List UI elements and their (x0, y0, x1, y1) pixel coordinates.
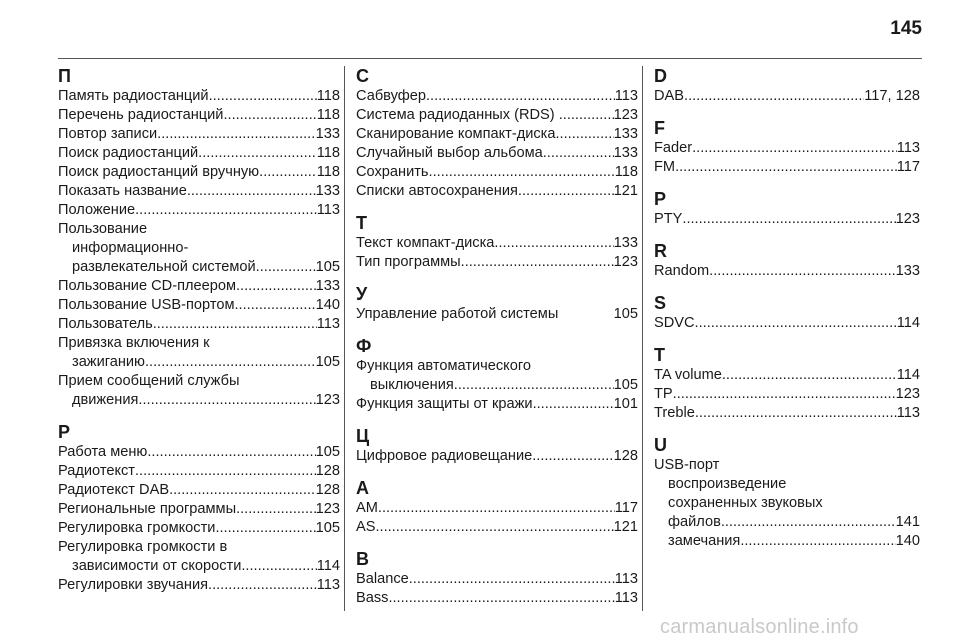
header-divider (58, 58, 922, 59)
entry-text: файлов (668, 514, 721, 530)
index-entry (356, 163, 638, 182)
index-entry (654, 158, 920, 177)
dot-leader (684, 87, 864, 106)
index-section (356, 549, 638, 608)
entry-line (58, 163, 340, 182)
index-column-2 (356, 66, 638, 611)
entry-text: Списки автосохранения (356, 183, 518, 199)
entry-text: Сохранить (356, 164, 429, 180)
entry-text: Система радиоданных (RDS) . (356, 107, 563, 123)
entry-text: Регулировка громкости в (58, 539, 228, 555)
index-entry (58, 220, 340, 277)
page-reference: 133 (613, 126, 638, 142)
index-section (654, 118, 920, 177)
index-entry (58, 481, 340, 500)
entry-text: Положение (58, 202, 136, 218)
entry-text: Прием сообщений службы (58, 373, 240, 389)
entry-line (654, 139, 920, 158)
index-entry (356, 589, 638, 608)
index-entry (58, 500, 340, 519)
entry-text: Treble (654, 405, 695, 421)
entry-text: сохраненных звуковых (668, 495, 823, 511)
entry-text: Радиотекст DAB (58, 482, 170, 498)
index-entry (654, 87, 920, 106)
entry-text: Текст компакт-диска (356, 235, 495, 251)
entry-line (58, 201, 340, 220)
page-reference: 113 (896, 405, 920, 421)
index-entry (58, 296, 340, 315)
entry-text: Сканирование компакт-диска (356, 126, 556, 142)
page-number: 145 (890, 18, 922, 39)
entry-text: Работа меню (58, 444, 148, 460)
page-reference: 123 (895, 386, 920, 402)
index-section (58, 422, 340, 595)
dot-leader (695, 314, 897, 333)
section-letter: A (356, 478, 369, 498)
page-reference: 118 (316, 107, 340, 123)
entry-line (356, 182, 638, 201)
entry-text: AS (356, 519, 376, 535)
page-reference: 133 (315, 278, 340, 294)
page-reference: 140 (315, 297, 340, 313)
page-reference: 105 (315, 259, 340, 275)
dot-leader (494, 234, 613, 253)
index-entry (58, 87, 340, 106)
index-entry (654, 456, 920, 475)
dot-leader (145, 353, 316, 372)
entry-line (58, 576, 340, 595)
entry-text: Поиск радиостанций вручную. (58, 164, 264, 180)
dot-leader (236, 500, 316, 519)
entry-line (356, 106, 638, 125)
section-letter: С (356, 66, 369, 86)
dot-leader (215, 519, 315, 538)
index-entry (654, 475, 920, 532)
page-reference: 113 (614, 88, 638, 104)
index-section (356, 426, 638, 466)
page-reference: 118 (316, 164, 340, 180)
index-section (58, 66, 340, 410)
index-entry (58, 576, 340, 595)
dot-leader (426, 87, 615, 106)
dot-leader (533, 395, 614, 414)
section-letter: U (654, 435, 667, 455)
dot-leader (673, 385, 896, 404)
index-column-1 (58, 66, 340, 611)
entry-text: Память радиостанций (58, 88, 209, 104)
section-letter: Р (58, 422, 71, 442)
index-section (654, 435, 920, 551)
page-reference: 133 (315, 126, 340, 142)
dot-leader (198, 144, 317, 163)
entry-line (58, 315, 340, 334)
index-entry (58, 182, 340, 201)
page-reference: 123 (315, 392, 340, 408)
dot-leader (208, 576, 317, 595)
entry-text: Пользователь (58, 316, 153, 332)
page-reference: 113 (316, 202, 340, 218)
entry-line (58, 258, 340, 277)
entry-text: Функция автоматического (356, 358, 531, 374)
entry-text: Fader (654, 140, 693, 156)
entry-line (356, 395, 638, 414)
dot-leader (209, 87, 317, 106)
dot-leader (675, 158, 897, 177)
dot-leader (454, 376, 614, 395)
section-letter: F (654, 118, 665, 138)
dot-leader (518, 182, 614, 201)
dot-leader (147, 443, 315, 462)
dot-leader (256, 258, 316, 277)
entry-line (356, 447, 638, 466)
dot-leader (135, 462, 316, 481)
entry-text: Тип программы (356, 254, 461, 270)
page-reference: 113 (614, 571, 638, 587)
entry-text: Пользование (58, 221, 148, 237)
entry-text: SDVC (654, 315, 695, 331)
index-entry (654, 404, 920, 423)
entry-text: Пользование USB-портом (58, 297, 235, 313)
page-reference: 133 (895, 263, 920, 279)
index-entry (58, 201, 340, 220)
index-entry (58, 519, 340, 538)
index-entry (356, 499, 638, 518)
index-entry (58, 106, 340, 125)
section-letter: P (654, 189, 667, 209)
index-entry (58, 538, 340, 576)
page-reference: 121 (613, 183, 638, 199)
column-divider (344, 66, 345, 611)
index-entry (356, 87, 638, 106)
dot-leader (532, 447, 613, 466)
entry-text: зависимости от скорости (72, 558, 242, 574)
entry-line (58, 557, 340, 576)
dot-leader (709, 262, 895, 281)
entry-line (58, 220, 340, 239)
section-letter: B (356, 549, 369, 569)
index-entry (58, 125, 340, 144)
index-section (356, 213, 638, 272)
index-entry (356, 253, 638, 272)
entry-text: развлекательной системой (72, 259, 256, 275)
entry-line (58, 519, 340, 538)
entry-text: замечания (668, 533, 741, 549)
index-entry (654, 210, 920, 229)
section-letter: S (654, 293, 667, 313)
entry-text: Случайный выбор альбома (356, 145, 543, 161)
index-entry (356, 395, 638, 414)
entry-line (654, 494, 920, 513)
dot-leader (135, 201, 317, 220)
dot-leader (169, 481, 316, 500)
entry-line (654, 262, 920, 281)
dot-leader (558, 305, 613, 324)
page-reference: 121 (613, 519, 638, 535)
entry-line (356, 87, 638, 106)
page-reference: 117, 128 (864, 88, 920, 104)
entry-text: TP (654, 386, 673, 402)
page-reference: 101 (613, 396, 638, 412)
page-reference: 105 (315, 520, 340, 536)
entry-line (654, 366, 920, 385)
dot-leader (241, 557, 316, 576)
entry-text: Повтор записи (58, 126, 158, 142)
dot-leader (138, 391, 315, 410)
dot-leader (223, 106, 316, 125)
index-entry (654, 532, 920, 551)
page-reference: 133 (613, 145, 638, 161)
dot-leader (461, 253, 614, 272)
page-reference: 118 (316, 145, 340, 161)
entry-line (58, 481, 340, 500)
entry-text: выключения (370, 377, 454, 393)
index-entry (58, 163, 340, 182)
dot-leader (682, 210, 895, 229)
page-reference: 117 (896, 159, 920, 175)
entry-text: Управление работой системы (356, 306, 559, 322)
entry-line (654, 158, 920, 177)
entry-line (58, 372, 340, 391)
index-entry (58, 462, 340, 481)
page-reference: 128 (315, 482, 340, 498)
entry-line (58, 391, 340, 410)
page-reference: 113 (896, 140, 920, 156)
page-reference: 140 (895, 533, 920, 549)
index-entry (58, 315, 340, 334)
entry-text: Функция защиты от кражи (356, 396, 533, 412)
index-section (654, 293, 920, 333)
index-columns (58, 66, 920, 611)
dot-leader (153, 315, 317, 334)
entry-text: Поиск радиостанций (58, 145, 199, 161)
entry-text: Balance (356, 571, 409, 587)
page-reference: 105 (613, 306, 638, 322)
entry-line (58, 144, 340, 163)
page-reference: 133 (613, 235, 638, 251)
entry-line (58, 462, 340, 481)
dot-leader (429, 163, 615, 182)
index-entry (58, 334, 340, 372)
page-reference: 128 (315, 463, 340, 479)
dot-leader (556, 125, 614, 144)
entry-text: Регулировка громкости (58, 520, 216, 536)
column-divider (642, 66, 643, 611)
page-reference: 105 (315, 354, 340, 370)
page-reference: 133 (315, 183, 340, 199)
entry-line (58, 125, 340, 144)
entry-text: DAB (654, 88, 685, 104)
index-section (654, 189, 920, 229)
index-entry (356, 518, 638, 537)
index-entry (356, 144, 638, 163)
index-section (654, 345, 920, 423)
entry-text: Региональные программы (58, 501, 237, 517)
page-reference: 118 (614, 164, 638, 180)
entry-line (356, 570, 638, 589)
dot-leader (378, 499, 615, 518)
index-section (654, 66, 920, 106)
index-section (356, 478, 638, 537)
dot-leader (722, 366, 897, 385)
index-entry (58, 443, 340, 462)
dot-leader (695, 404, 897, 423)
entry-line (58, 296, 340, 315)
entry-text: Регулировки звучания (58, 577, 209, 593)
entry-text: USB-порт (654, 457, 720, 473)
entry-text: зажиганию (72, 354, 145, 370)
entry-text: FM (654, 159, 676, 175)
section-letter: R (654, 241, 667, 261)
dot-leader (721, 513, 896, 532)
entry-line (654, 475, 920, 494)
entry-text: Сабвуфер (356, 88, 426, 104)
index-section (356, 66, 638, 201)
page-reference: 105 (613, 377, 638, 393)
entry-line (654, 532, 920, 551)
dot-leader (692, 139, 897, 158)
page-reference: 123 (613, 254, 638, 270)
entry-text: Радиотекст (58, 463, 135, 479)
entry-text: воспроизведение (668, 476, 787, 492)
entry-line (654, 513, 920, 532)
page-reference: 114 (896, 367, 920, 383)
entry-text: Random (654, 263, 710, 279)
index-section (654, 241, 920, 281)
entry-line (356, 357, 638, 376)
index-entry (356, 182, 638, 201)
index-entry (356, 106, 638, 125)
page-reference: 118 (316, 88, 340, 104)
index-section (356, 284, 638, 324)
entry-line (58, 443, 340, 462)
index-entry (58, 372, 340, 410)
index-entry (356, 357, 638, 395)
entry-line (356, 518, 638, 537)
page-reference: 113 (316, 316, 340, 332)
index-entry (356, 234, 638, 253)
entry-line (356, 253, 638, 272)
section-letter: П (58, 66, 71, 86)
dot-leader (157, 125, 315, 144)
dot-leader (388, 589, 614, 608)
entry-text: TA volume (654, 367, 722, 383)
entry-line (356, 125, 638, 144)
entry-text: PTY (654, 211, 683, 227)
entry-line (356, 499, 638, 518)
index-entry (58, 144, 340, 163)
entry-line (58, 87, 340, 106)
entry-line (58, 239, 340, 258)
entry-text: Bass (356, 590, 389, 606)
entry-line (58, 500, 340, 519)
entry-line (356, 144, 638, 163)
entry-line (58, 353, 340, 372)
index-entry (356, 447, 638, 466)
page-reference: 114 (896, 315, 920, 331)
entry-text: Перечень радиостанций (58, 107, 224, 123)
entry-line (356, 376, 638, 395)
index-entry (654, 262, 920, 281)
dot-leader (263, 163, 317, 182)
entry-line (58, 182, 340, 201)
watermark: carmanualsonline.info (660, 616, 859, 638)
entry-text: движения (72, 392, 139, 408)
page-reference: 113 (614, 590, 638, 606)
section-letter: T (654, 345, 665, 365)
entry-text: Привязка включения к (58, 335, 210, 351)
page-reference: 123 (895, 211, 920, 227)
entry-text: Показать название (58, 183, 187, 199)
index-column-3 (654, 66, 920, 611)
entry-line (654, 456, 920, 475)
page-reference: 141 (895, 514, 920, 530)
entry-text: информационно- (72, 240, 189, 256)
dot-leader (563, 106, 614, 125)
index-entry (356, 570, 638, 589)
index-entry (356, 125, 638, 144)
page-reference: 117 (614, 500, 638, 516)
entry-line (654, 210, 920, 229)
index-entry (356, 305, 638, 324)
entry-line (356, 305, 638, 324)
page-reference: 114 (316, 558, 340, 574)
index-entry (58, 277, 340, 296)
entry-text: AM (356, 500, 378, 516)
entry-line (654, 314, 920, 333)
dot-leader (375, 518, 613, 537)
page-reference: 128 (613, 448, 638, 464)
index-entry (654, 139, 920, 158)
entry-line (58, 106, 340, 125)
section-letter: Ф (356, 336, 372, 356)
page-reference: 123 (613, 107, 638, 123)
section-letter: D (654, 66, 667, 86)
page-reference: 123 (315, 501, 340, 517)
entry-text: Цифровое радиовещание (356, 448, 533, 464)
entry-line (58, 277, 340, 296)
entry-line (654, 87, 920, 106)
entry-line (356, 234, 638, 253)
index-section (356, 336, 638, 414)
dot-leader (543, 144, 614, 163)
index-entry (654, 314, 920, 333)
dot-leader (740, 532, 895, 551)
section-letter: Ц (356, 426, 370, 446)
entry-line (654, 404, 920, 423)
section-letter: Т (356, 213, 367, 233)
page-reference: 113 (316, 577, 340, 593)
entry-line (356, 589, 638, 608)
index-entry (654, 385, 920, 404)
dot-leader (235, 296, 316, 315)
dot-leader (236, 277, 316, 296)
entry-line (58, 538, 340, 557)
dot-leader (409, 570, 615, 589)
index-entry (654, 366, 920, 385)
entry-line (58, 334, 340, 353)
entry-text: Пользование CD-плеером (58, 278, 236, 294)
section-letter: У (356, 284, 368, 304)
entry-line (654, 385, 920, 404)
entry-line (356, 163, 638, 182)
dot-leader (187, 182, 316, 201)
page-reference: 105 (315, 444, 340, 460)
